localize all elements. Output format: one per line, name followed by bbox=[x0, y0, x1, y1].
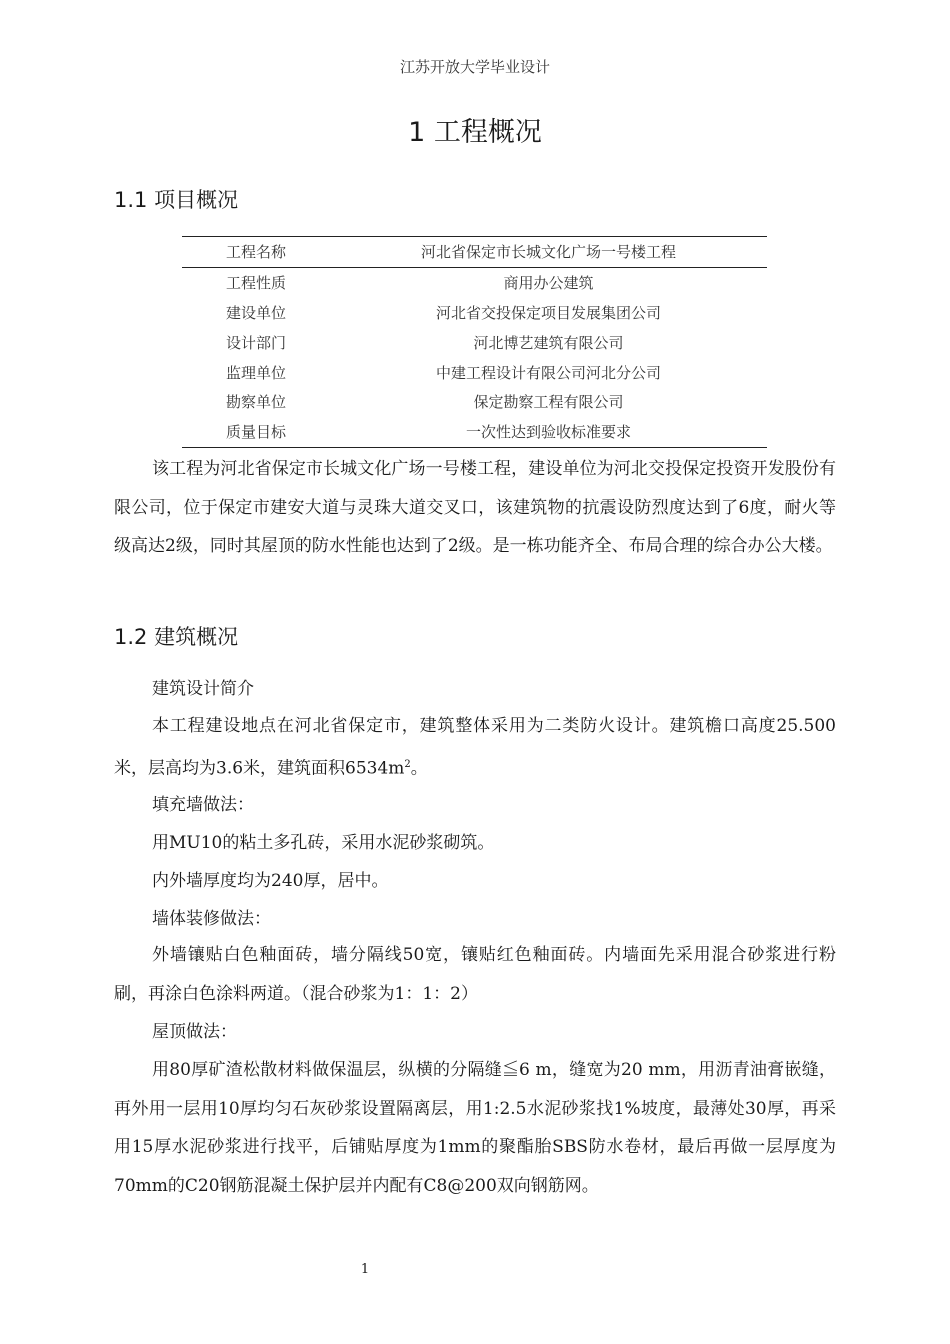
chapter-title: 1 工程概况 bbox=[408, 117, 542, 148]
wall-finish-paragraph: 外墙镶贴白色釉面砖，墙分隔线50宽，镶贴红色釉面砖。内墙面先采用混合砂浆进行粉刷，再涂白色涂料两道。（混合砂浆为1：1：2） bbox=[114, 945, 836, 1004]
building-location-end: 。 bbox=[410, 758, 428, 779]
table-value: 保定勘察工程有限公司 bbox=[473, 393, 624, 412]
infill-wall-heading: 填充墙做法： bbox=[152, 795, 254, 815]
table-value: 中建工程设计有限公司河北分公司 bbox=[435, 363, 661, 382]
table-value: 一次性达到验收标准要求 bbox=[330, 417, 767, 447]
project-description-paragraph: 该工程为河北省保定市长城文化广场一号楼工程，建设单位为河北交投保定投资开发股份有限公司，位于保定市建安大道与灵珠大道交叉口，该建筑物的抗震设防烈度达到了6度，耐火等级高达2级，同时其屋顶的防水性能也达到了2级。是一栋功能齐全、布局合理的综合办公大楼。 bbox=[114, 459, 836, 556]
table-value: 河北省交投保定项目发展集团公司 bbox=[435, 303, 661, 322]
wall-finish-heading: 墙体装修做法： bbox=[152, 909, 271, 929]
section-title-building-overview: 1.2 建筑概况 bbox=[114, 625, 239, 649]
area-superscript: 2 bbox=[404, 758, 411, 770]
page-header: 江苏开放大学毕业设计 bbox=[399, 58, 550, 76]
table-row bbox=[182, 327, 767, 357]
table-row bbox=[182, 298, 767, 328]
table-label: 工程名称 bbox=[182, 237, 330, 268]
project-info-table bbox=[182, 236, 767, 448]
table-value: 商用办公建筑 bbox=[503, 274, 594, 293]
table-value: 河北博艺建筑有限公司 bbox=[473, 333, 624, 352]
wall-thickness-text: 内外墙厚度均为240厚，居中。 bbox=[152, 871, 389, 891]
table-row bbox=[182, 237, 767, 268]
building-intro-heading: 建筑设计简介 bbox=[152, 679, 254, 699]
infill-wall-material: 用MU10的粘土多孔砖，采用水泥砂浆砌筑。 bbox=[152, 833, 495, 853]
table-row bbox=[182, 417, 767, 447]
section-title-project-overview: 1.1 项目概况 bbox=[114, 188, 239, 212]
table-label: 设计部门 bbox=[225, 333, 286, 352]
roof-heading: 屋顶做法： bbox=[152, 1022, 237, 1042]
table-label: 质量目标 bbox=[182, 417, 330, 447]
table-row bbox=[182, 387, 767, 417]
table-label: 勘察单位 bbox=[225, 393, 286, 412]
table-label: 工程性质 bbox=[225, 274, 286, 293]
building-location-paragraph bbox=[114, 707, 836, 788]
table-label: 监理单位 bbox=[225, 363, 286, 382]
table-row bbox=[182, 267, 767, 297]
table-row bbox=[182, 357, 767, 387]
table-value: 河北省保定市长城文化广场一号楼工程 bbox=[330, 237, 767, 268]
table-label: 建设单位 bbox=[225, 303, 286, 322]
building-location-text: 本工程建设地点在河北省保定市，建筑整体采用为二类防火设计。建筑檐口高度25.500米，层高均为3.6米，建筑面积6534m bbox=[114, 716, 836, 779]
page-number: 1 bbox=[360, 1262, 370, 1277]
roof-paragraph: 用80厚矿渣松散材料做保温层，纵横的分隔缝≦6 m，缝宽为20 mm，用沥青油膏嵌缝，再外用一层用10厚均匀石灰砂浆设置隔离层，用1:2.5水泥砂浆找1%坡度，最薄处30厚，再采用15厚水泥砂浆进行找平，后铺贴厚度为1mm的聚酯胎SBS防水卷材，最后再做一层厚度为70mm的C20钢筋混凝土保护层并内配有C8@200双向钢筋网。 bbox=[114, 1060, 836, 1196]
